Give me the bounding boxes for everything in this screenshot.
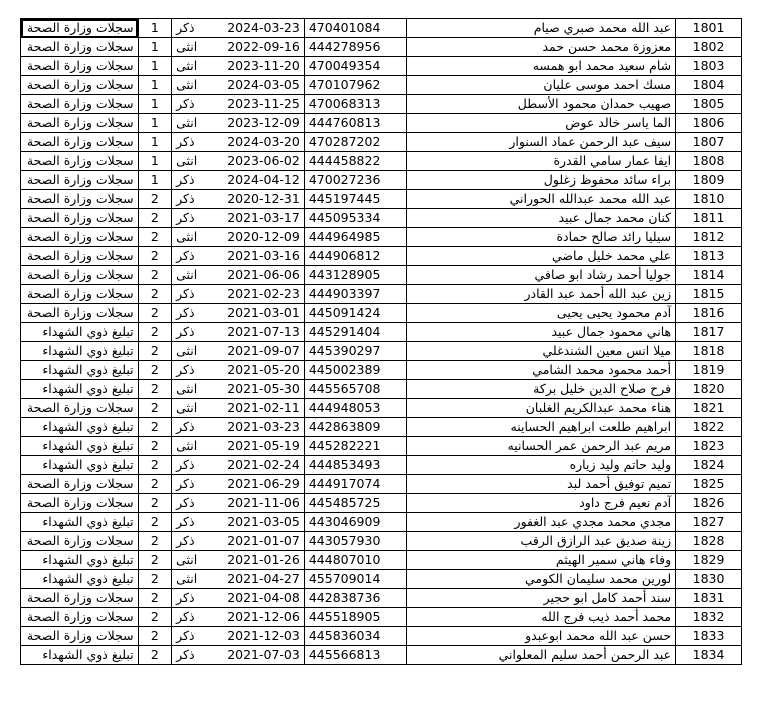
id-number-cell[interactable]: 443057930 xyxy=(304,532,407,551)
gender-cell[interactable]: ذكر xyxy=(172,361,207,380)
count-cell[interactable]: 1 xyxy=(138,19,171,38)
count-cell[interactable]: 2 xyxy=(138,209,171,228)
date-cell[interactable]: 2021-03-01 xyxy=(207,304,305,323)
id-number-cell[interactable]: 444906812 xyxy=(304,247,407,266)
table-row xyxy=(21,228,742,247)
id-number-cell[interactable]: 445197445 xyxy=(304,190,407,209)
gender-cell[interactable]: ذكر xyxy=(172,627,207,646)
gender-cell[interactable]: انثى xyxy=(172,380,207,399)
date-cell[interactable]: 2021-02-24 xyxy=(207,456,305,475)
sequence-cell[interactable]: 1810 xyxy=(676,190,742,209)
source-cell[interactable]: سجلات وزارة الصحة xyxy=(21,38,139,57)
table-row xyxy=(21,266,742,285)
source-cell[interactable]: سجلات وزارة الصحة xyxy=(21,532,139,551)
gender-cell[interactable]: ذكر xyxy=(172,95,207,114)
source-cell[interactable]: تبليغ ذوي الشهداء xyxy=(21,570,139,589)
date-cell[interactable]: 2021-09-07 xyxy=(207,342,305,361)
table-row xyxy=(21,494,742,513)
source-cell[interactable]: سجلات وزارة الصحة xyxy=(21,589,139,608)
id-number-cell[interactable]: 445566813 xyxy=(304,646,407,665)
sequence-cell[interactable]: 1808 xyxy=(676,152,742,171)
name-cell[interactable]: عبد الله محمد عبدالله الحوراني xyxy=(407,190,676,209)
source-cell[interactable]: سجلات وزارة الصحة xyxy=(21,285,139,304)
name-cell[interactable]: الما ياسر خالد عوض xyxy=(407,114,676,133)
gender-cell[interactable]: انثى xyxy=(172,437,207,456)
table-row xyxy=(21,589,742,608)
date-cell[interactable]: 2021-07-03 xyxy=(207,646,305,665)
gender-cell[interactable]: انثى xyxy=(172,399,207,418)
table-row xyxy=(21,342,742,361)
name-cell[interactable]: حسن عبد الله محمد ابوعبدو xyxy=(407,627,676,646)
source-cell[interactable]: سجلات وزارة الصحة xyxy=(21,209,139,228)
name-cell[interactable]: براء سائد محفوظ زغلول xyxy=(407,171,676,190)
sequence-cell[interactable]: 1824 xyxy=(676,456,742,475)
table-row xyxy=(21,361,742,380)
count-cell[interactable]: 1 xyxy=(138,152,171,171)
gender-cell[interactable]: ذكر xyxy=(172,304,207,323)
name-cell[interactable]: مريم عبد الرحمن عمر الحسانيه xyxy=(407,437,676,456)
date-cell[interactable]: 2023-12-09 xyxy=(207,114,305,133)
id-number-cell[interactable]: 470287202 xyxy=(304,133,407,152)
id-number-cell[interactable]: 444760813 xyxy=(304,114,407,133)
gender-cell[interactable]: انثى xyxy=(172,57,207,76)
sequence-cell[interactable]: 1822 xyxy=(676,418,742,437)
source-cell[interactable]: سجلات وزارة الصحة xyxy=(21,171,139,190)
source-cell[interactable]: تبليغ ذوي الشهداء xyxy=(21,437,139,456)
source-cell[interactable]: سجلات وزارة الصحة xyxy=(21,190,139,209)
id-number-cell[interactable]: 445091424 xyxy=(304,304,407,323)
gender-cell[interactable]: انثى xyxy=(172,152,207,171)
date-cell[interactable]: 2021-06-06 xyxy=(207,266,305,285)
source-cell[interactable]: سجلات وزارة الصحة xyxy=(21,152,139,171)
table-row xyxy=(21,475,742,494)
name-cell[interactable]: سند أحمد كامل ابو حجير xyxy=(407,589,676,608)
count-cell[interactable]: 2 xyxy=(138,532,171,551)
count-cell[interactable]: 2 xyxy=(138,589,171,608)
source-cell[interactable]: تبليغ ذوي الشهداء xyxy=(21,551,139,570)
name-cell[interactable]: وليد حاتم وليد زياره xyxy=(407,456,676,475)
date-cell[interactable]: 2022-09-16 xyxy=(207,38,305,57)
source-cell[interactable]: سجلات وزارة الصحة xyxy=(21,475,139,494)
gender-cell[interactable]: ذكر xyxy=(172,19,207,38)
name-cell[interactable]: هاني محمود جمال عبيد xyxy=(407,323,676,342)
id-number-cell[interactable]: 445282221 xyxy=(304,437,407,456)
source-cell[interactable]: سجلات وزارة الصحة xyxy=(21,228,139,247)
name-cell[interactable]: أحمد محمود محمد الشامي xyxy=(407,361,676,380)
count-cell[interactable]: 2 xyxy=(138,228,171,247)
sequence-cell[interactable]: 1831 xyxy=(676,589,742,608)
count-cell[interactable]: 2 xyxy=(138,551,171,570)
id-number-cell[interactable]: 442863809 xyxy=(304,418,407,437)
sequence-cell[interactable]: 1819 xyxy=(676,361,742,380)
source-cell[interactable]: سجلات وزارة الصحة xyxy=(21,95,139,114)
name-cell[interactable]: آدم محمود يحيى يحيى xyxy=(407,304,676,323)
source-cell[interactable]: سجلات وزارة الصحة xyxy=(21,19,139,38)
id-number-cell[interactable]: 445518905 xyxy=(304,608,407,627)
date-cell[interactable]: 2021-02-11 xyxy=(207,399,305,418)
gender-cell[interactable]: انثى xyxy=(172,570,207,589)
date-cell[interactable]: 2021-05-20 xyxy=(207,361,305,380)
date-cell[interactable]: 2024-04-12 xyxy=(207,171,305,190)
date-cell[interactable]: 2021-12-03 xyxy=(207,627,305,646)
id-number-cell[interactable]: 444807010 xyxy=(304,551,407,570)
id-number-cell[interactable]: 445390297 xyxy=(304,342,407,361)
date-cell[interactable]: 2021-03-17 xyxy=(207,209,305,228)
gender-cell[interactable]: ذكر xyxy=(172,646,207,665)
name-cell[interactable]: ابراهيم طلعت ابراهيم الحساينه xyxy=(407,418,676,437)
id-number-cell[interactable]: 443128905 xyxy=(304,266,407,285)
gender-cell[interactable]: ذكر xyxy=(172,494,207,513)
name-cell[interactable]: زينة صديق عبد الرازق الرقب xyxy=(407,532,676,551)
id-number-cell[interactable]: 470049354 xyxy=(304,57,407,76)
date-cell[interactable]: 2021-11-06 xyxy=(207,494,305,513)
table-row xyxy=(21,19,742,38)
date-cell[interactable]: 2021-05-19 xyxy=(207,437,305,456)
name-cell[interactable]: محمد أحمد ذيب فرج الله xyxy=(407,608,676,627)
gender-cell[interactable]: ذكر xyxy=(172,190,207,209)
count-cell[interactable]: 2 xyxy=(138,570,171,589)
sequence-cell[interactable]: 1827 xyxy=(676,513,742,532)
table-row xyxy=(21,171,742,190)
gender-cell[interactable]: ذكر xyxy=(172,475,207,494)
name-cell[interactable]: علي محمد خليل ماضي xyxy=(407,247,676,266)
id-number-cell[interactable]: 444278956 xyxy=(304,38,407,57)
gender-cell[interactable]: انثى xyxy=(172,266,207,285)
count-cell[interactable]: 2 xyxy=(138,418,171,437)
date-cell[interactable]: 2024-03-05 xyxy=(207,76,305,95)
table-row xyxy=(21,418,742,437)
table-row xyxy=(21,114,742,133)
sequence-cell[interactable]: 1801 xyxy=(676,19,742,38)
gender-cell[interactable]: انثى xyxy=(172,228,207,247)
count-cell[interactable]: 1 xyxy=(138,114,171,133)
name-cell[interactable]: مجدي محمد مجدي عبد الغفور xyxy=(407,513,676,532)
date-cell[interactable]: 2023-11-25 xyxy=(207,95,305,114)
table-row xyxy=(21,152,742,171)
count-cell[interactable]: 1 xyxy=(138,38,171,57)
name-cell[interactable]: معزوزة محمد حسن حمد xyxy=(407,38,676,57)
id-number-cell[interactable]: 444903397 xyxy=(304,285,407,304)
name-cell[interactable]: جوليا أحمد رشاد ابو صافي xyxy=(407,266,676,285)
source-cell[interactable]: تبليغ ذوي الشهداء xyxy=(21,456,139,475)
source-cell[interactable]: تبليغ ذوي الشهداء xyxy=(21,342,139,361)
count-cell[interactable]: 2 xyxy=(138,475,171,494)
sequence-cell[interactable]: 1802 xyxy=(676,38,742,57)
sequence-cell[interactable]: 1832 xyxy=(676,608,742,627)
source-cell[interactable]: تبليغ ذوي الشهداء xyxy=(21,513,139,532)
source-cell[interactable]: تبليغ ذوي الشهداء xyxy=(21,646,139,665)
sequence-cell[interactable]: 1812 xyxy=(676,228,742,247)
name-cell[interactable]: عبد الرحمن أحمد سليم المعلواني xyxy=(407,646,676,665)
sequence-cell[interactable]: 1829 xyxy=(676,551,742,570)
source-cell[interactable]: سجلات وزارة الصحة xyxy=(21,304,139,323)
date-cell[interactable]: 2023-11-20 xyxy=(207,57,305,76)
table-row xyxy=(21,437,742,456)
sequence-cell[interactable]: 1807 xyxy=(676,133,742,152)
sequence-cell[interactable]: 1820 xyxy=(676,380,742,399)
id-number-cell[interactable]: 445291404 xyxy=(304,323,407,342)
id-number-cell[interactable]: 445485725 xyxy=(304,494,407,513)
table-row xyxy=(21,133,742,152)
sequence-cell[interactable]: 1828 xyxy=(676,532,742,551)
source-cell[interactable]: سجلات وزارة الصحة xyxy=(21,399,139,418)
table-row xyxy=(21,627,742,646)
table-row xyxy=(21,399,742,418)
count-cell[interactable]: 2 xyxy=(138,342,171,361)
gender-cell[interactable]: ذكر xyxy=(172,418,207,437)
sequence-cell[interactable]: 1813 xyxy=(676,247,742,266)
id-number-cell[interactable]: 444917074 xyxy=(304,475,407,494)
source-cell[interactable]: سجلات وزارة الصحة xyxy=(21,114,139,133)
gender-cell[interactable]: ذكر xyxy=(172,285,207,304)
table-row xyxy=(21,513,742,532)
id-number-cell[interactable]: 443046909 xyxy=(304,513,407,532)
date-cell[interactable]: 2021-04-27 xyxy=(207,570,305,589)
name-cell[interactable]: آدم نعيم فرج داود xyxy=(407,494,676,513)
source-cell[interactable]: تبليغ ذوي الشهداء xyxy=(21,323,139,342)
table-row xyxy=(21,646,742,665)
table-row xyxy=(21,551,742,570)
count-cell[interactable]: 2 xyxy=(138,361,171,380)
sequence-cell[interactable]: 1805 xyxy=(676,95,742,114)
gender-cell[interactable]: ذكر xyxy=(172,589,207,608)
table-row xyxy=(21,95,742,114)
id-number-cell[interactable]: 470107962 xyxy=(304,76,407,95)
records-table xyxy=(20,18,742,665)
date-cell[interactable]: 2020-12-09 xyxy=(207,228,305,247)
count-cell[interactable]: 2 xyxy=(138,190,171,209)
date-cell[interactable]: 2024-03-23 xyxy=(207,19,305,38)
date-cell[interactable]: 2024-03-20 xyxy=(207,133,305,152)
source-cell[interactable]: سجلات وزارة الصحة xyxy=(21,608,139,627)
id-number-cell[interactable]: 455709014 xyxy=(304,570,407,589)
name-cell[interactable]: كنان محمد جمال عبيد xyxy=(407,209,676,228)
table-row xyxy=(21,608,742,627)
sequence-cell[interactable]: 1823 xyxy=(676,437,742,456)
gender-cell[interactable]: ذكر xyxy=(172,513,207,532)
gender-cell[interactable]: ذكر xyxy=(172,323,207,342)
table-row xyxy=(21,570,742,589)
date-cell[interactable]: 2021-04-08 xyxy=(207,589,305,608)
table-row xyxy=(21,57,742,76)
sequence-cell[interactable]: 1833 xyxy=(676,627,742,646)
sequence-cell[interactable]: 1826 xyxy=(676,494,742,513)
table-row xyxy=(21,247,742,266)
gender-cell[interactable]: ذكر xyxy=(172,456,207,475)
gender-cell[interactable]: ذكر xyxy=(172,133,207,152)
count-cell[interactable]: 1 xyxy=(138,133,171,152)
sequence-cell[interactable]: 1806 xyxy=(676,114,742,133)
table-row xyxy=(21,190,742,209)
id-number-cell[interactable]: 470401084 xyxy=(304,19,407,38)
source-cell[interactable]: سجلات وزارة الصحة xyxy=(21,266,139,285)
count-cell[interactable]: 1 xyxy=(138,57,171,76)
name-cell[interactable]: هناء محمد عبدالكريم الغلبان xyxy=(407,399,676,418)
sequence-cell[interactable]: 1803 xyxy=(676,57,742,76)
id-number-cell[interactable]: 445565708 xyxy=(304,380,407,399)
sequence-cell[interactable]: 1811 xyxy=(676,209,742,228)
date-cell[interactable]: 2023-06-02 xyxy=(207,152,305,171)
name-cell[interactable]: زين عبد الله أحمد عبد القادر xyxy=(407,285,676,304)
id-number-cell[interactable]: 444458822 xyxy=(304,152,407,171)
source-cell[interactable]: سجلات وزارة الصحة xyxy=(21,57,139,76)
source-cell[interactable]: تبليغ ذوي الشهداء xyxy=(21,380,139,399)
count-cell[interactable]: 1 xyxy=(138,76,171,95)
date-cell[interactable]: 2020-12-31 xyxy=(207,190,305,209)
table-row xyxy=(21,209,742,228)
name-cell[interactable]: سيف عبد الرحمن عماد السنوار xyxy=(407,133,676,152)
gender-cell[interactable]: ذكر xyxy=(172,171,207,190)
source-cell[interactable]: سجلات وزارة الصحة xyxy=(21,76,139,95)
count-cell[interactable]: 2 xyxy=(138,608,171,627)
gender-cell[interactable]: ذكر xyxy=(172,209,207,228)
date-cell[interactable]: 2021-05-30 xyxy=(207,380,305,399)
source-cell[interactable]: سجلات وزارة الصحة xyxy=(21,247,139,266)
date-cell[interactable]: 2021-03-16 xyxy=(207,247,305,266)
name-cell[interactable]: ميلا انس معين الشندغلي xyxy=(407,342,676,361)
count-cell[interactable]: 1 xyxy=(138,171,171,190)
sequence-cell[interactable]: 1834 xyxy=(676,646,742,665)
date-cell[interactable]: 2021-03-05 xyxy=(207,513,305,532)
source-cell[interactable]: سجلات وزارة الصحة xyxy=(21,627,139,646)
id-number-cell[interactable]: 442838736 xyxy=(304,589,407,608)
sequence-cell[interactable]: 1830 xyxy=(676,570,742,589)
name-cell[interactable]: ايفا عمار سامي القدرة xyxy=(407,152,676,171)
name-cell[interactable]: شام سعيد محمد ابو همسه xyxy=(407,57,676,76)
table-row xyxy=(21,76,742,95)
name-cell[interactable]: فرح صلاح الدين خليل بركة xyxy=(407,380,676,399)
count-cell[interactable]: 2 xyxy=(138,266,171,285)
count-cell[interactable]: 1 xyxy=(138,95,171,114)
source-cell[interactable]: تبليغ ذوي الشهداء xyxy=(21,361,139,380)
date-cell[interactable]: 2021-12-06 xyxy=(207,608,305,627)
gender-cell[interactable]: انثى xyxy=(172,38,207,57)
gender-cell[interactable]: ذكر xyxy=(172,247,207,266)
table-row xyxy=(21,38,742,57)
sequence-cell[interactable]: 1821 xyxy=(676,399,742,418)
sequence-cell[interactable]: 1814 xyxy=(676,266,742,285)
sequence-cell[interactable]: 1825 xyxy=(676,475,742,494)
name-cell[interactable]: تميم توفيق أحمد لبد xyxy=(407,475,676,494)
id-number-cell[interactable]: 444853493 xyxy=(304,456,407,475)
date-cell[interactable]: 2021-02-23 xyxy=(207,285,305,304)
source-cell[interactable]: تبليغ ذوي الشهداء xyxy=(21,418,139,437)
count-cell[interactable]: 2 xyxy=(138,627,171,646)
count-cell[interactable]: 2 xyxy=(138,456,171,475)
table-row xyxy=(21,323,742,342)
gender-cell[interactable]: انثى xyxy=(172,342,207,361)
name-cell[interactable]: صهيب حمدان محمود الأسطل xyxy=(407,95,676,114)
records-table-body xyxy=(21,19,742,665)
date-cell[interactable]: 2021-06-29 xyxy=(207,475,305,494)
count-cell[interactable]: 2 xyxy=(138,323,171,342)
gender-cell[interactable]: انثى xyxy=(172,114,207,133)
id-number-cell[interactable]: 445002389 xyxy=(304,361,407,380)
count-cell[interactable]: 2 xyxy=(138,304,171,323)
count-cell[interactable]: 2 xyxy=(138,247,171,266)
sequence-cell[interactable]: 1816 xyxy=(676,304,742,323)
name-cell[interactable]: سيليا رائد صالح حمادة xyxy=(407,228,676,247)
gender-cell[interactable]: انثى xyxy=(172,76,207,95)
sequence-cell[interactable]: 1818 xyxy=(676,342,742,361)
source-cell[interactable]: سجلات وزارة الصحة xyxy=(21,494,139,513)
date-cell[interactable]: 2021-01-07 xyxy=(207,532,305,551)
id-number-cell[interactable]: 444948053 xyxy=(304,399,407,418)
count-cell[interactable]: 2 xyxy=(138,399,171,418)
name-cell[interactable]: لورين محمد سليمان الكومي xyxy=(407,570,676,589)
source-cell[interactable]: سجلات وزارة الصحة xyxy=(21,133,139,152)
date-cell[interactable]: 2021-03-23 xyxy=(207,418,305,437)
sequence-cell[interactable]: 1815 xyxy=(676,285,742,304)
gender-cell[interactable]: انثى xyxy=(172,551,207,570)
count-cell[interactable]: 2 xyxy=(138,285,171,304)
id-number-cell[interactable]: 445095334 xyxy=(304,209,407,228)
name-cell[interactable]: وفاء هاني سمير الهيثم xyxy=(407,551,676,570)
sequence-cell[interactable]: 1804 xyxy=(676,76,742,95)
sequence-cell[interactable]: 1809 xyxy=(676,171,742,190)
sequence-cell[interactable]: 1817 xyxy=(676,323,742,342)
id-number-cell[interactable]: 444964985 xyxy=(304,228,407,247)
count-cell[interactable]: 2 xyxy=(138,437,171,456)
name-cell[interactable]: مسك احمد موسى عليان xyxy=(407,76,676,95)
gender-cell[interactable]: ذكر xyxy=(172,532,207,551)
date-cell[interactable]: 2021-01-26 xyxy=(207,551,305,570)
gender-cell[interactable]: ذكر xyxy=(172,608,207,627)
name-cell[interactable]: عبد الله محمد صبري صيام xyxy=(407,19,676,38)
table-row xyxy=(21,380,742,399)
count-cell[interactable]: 2 xyxy=(138,494,171,513)
id-number-cell[interactable]: 445836034 xyxy=(304,627,407,646)
count-cell[interactable]: 2 xyxy=(138,646,171,665)
table-row xyxy=(21,304,742,323)
table-row xyxy=(21,456,742,475)
id-number-cell[interactable]: 470027236 xyxy=(304,171,407,190)
count-cell[interactable]: 2 xyxy=(138,513,171,532)
table-row xyxy=(21,532,742,551)
count-cell[interactable]: 2 xyxy=(138,380,171,399)
table-row xyxy=(21,285,742,304)
id-number-cell[interactable]: 470068313 xyxy=(304,95,407,114)
date-cell[interactable]: 2021-07-13 xyxy=(207,323,305,342)
